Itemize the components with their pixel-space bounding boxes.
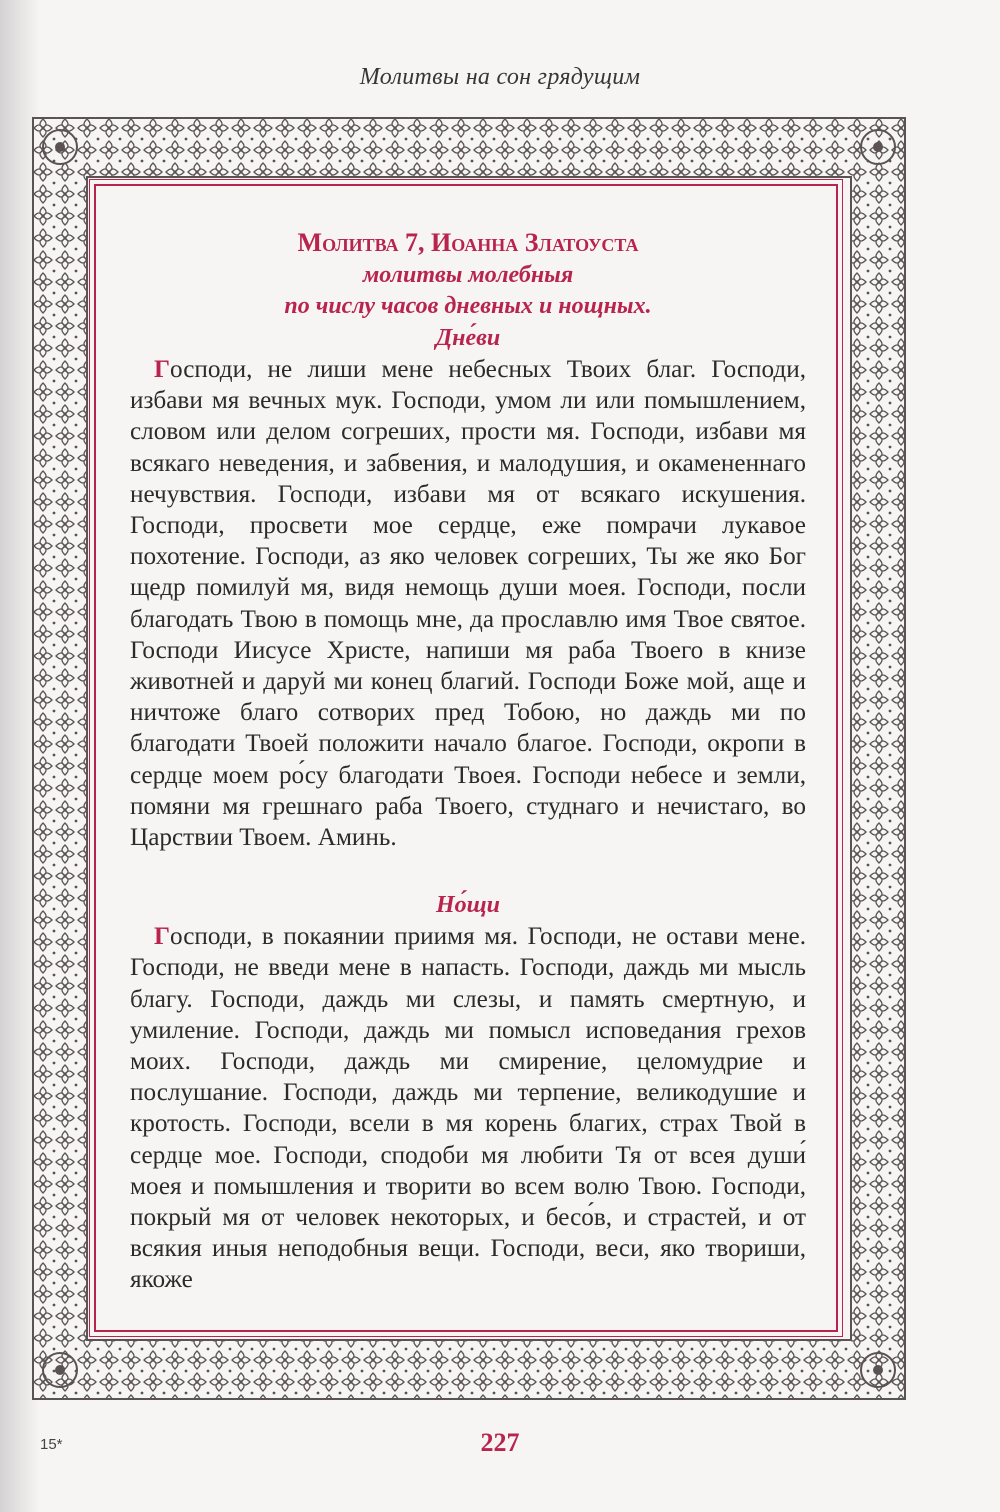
paragraph-day: [130, 354, 806, 853]
prayer-title: Молитва 7, Иоанна Златоуста: [297, 228, 639, 257]
signature-mark: 15*: [40, 1436, 63, 1453]
section-heading-day: Дне́ви: [435, 325, 501, 351]
paragraph-day-text: осподи, не лиши мене небесных Твоих благ. Господи, избави мя вечных мук. Господи, умом ли или помышлением, словом или делом согреших, прости мя. Господи, избави мя всякаго неведения, и забвения, и малодушия, и окамененнаго нечувствия. Господи, избави мя от всякаго искушения. Господи, просвети мое сердце, еже помрачи лукавое похотение. Господи, аз яко человек согреших, Ты же яко Бог щедр помилуй мя, видя немощь души моея. Господи, посли благодать Твою в помощь мне, да прославлю имя Твое святое. Господи Иисусе Христе, напиши мя раба Твоего в книзе животней и даруй ми конец благий. Господи Боже мой, аще и ничтоже благо сотворих пред Тобою, но даждь ми по благодати Твоей положити начало благое. Господи, окропи в сердце моем ро́су благодати Твоея. Господи небесе и земли, помяни мя грешнаго раба Твоего, студнаго и нечистаго, во Царствии Твоем. Аминь.: [130, 356, 806, 852]
drop-initial: Г: [154, 923, 171, 951]
section-spacer: [130, 853, 806, 889]
prayer-subtitle-line-2: по числу часов дневных и нощных.: [284, 293, 652, 319]
paragraph-night-text: осподи, в покаянии приимя мя. Господи, не остави мене. Господи, не введи мене в напасть. Господи, даждь ми мысль благу. Господи, даждь ми слезы, и память смертную, и умиление. Господи, даждь ми помысл исповедания грехов моих. Господи, даждь ми смирение, целомудрие и послушание. Господи, даждь ми терпение, великодушие и кротость. Господи, всели в мя корень благих, страх Твой в сердце мое. Господи, сподоби мя любити Тя от всея души́ моея и помышления и творити во всем волю Твою. Господи, покрый мя от человек некоторых, и бесо́в, и страстей, и от всякия иныя неподобныя вещи. Господи, веси, яко твориши, якоже: [130, 923, 806, 1294]
running-head: Молитвы на сон грядущим: [359, 64, 641, 90]
section-heading-night: Но́щи: [435, 892, 500, 919]
page-number: 227: [480, 1428, 520, 1457]
prayer-subtitle-line-1: молитвы молебныя: [362, 262, 574, 288]
drop-initial: Г: [154, 356, 171, 383]
prayer-content: [130, 226, 806, 1296]
paragraph-night: [130, 921, 806, 1295]
